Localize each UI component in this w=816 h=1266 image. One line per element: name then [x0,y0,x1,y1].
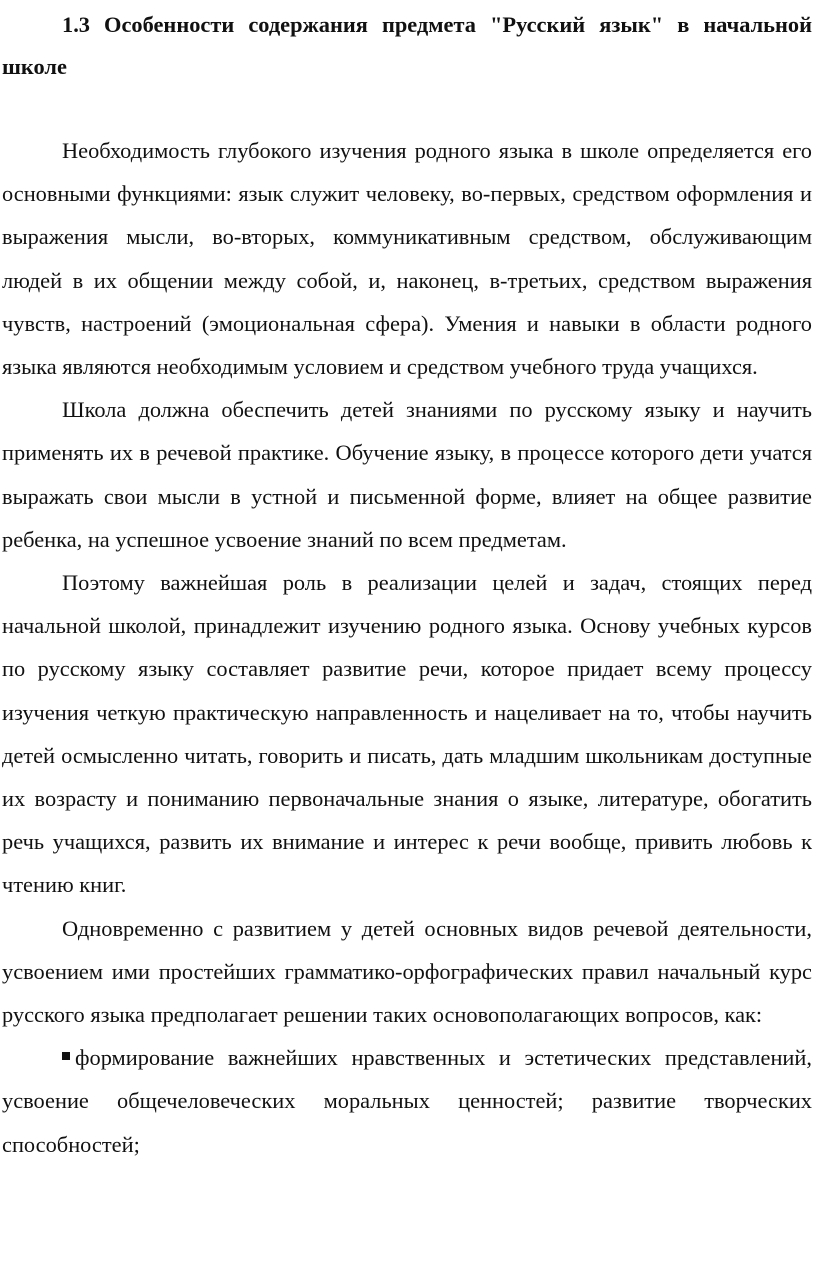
section-heading: 1.3 Особенности содержания предмета "Русский язык" в начальной школе [2,12,812,79]
paragraph: Школа должна обеспечить детей знаниями по русскому языку и научить применять их в речевой практике. Обучение языку, в процессе которого дети учатся выражать свои мысли в устной и письменной форме, влияет на общее развитие ребенка, на успешное усвоение знаний по всем предметам. [2,397,812,552]
paragraph: Поэтому важнейшая роль в реализации целей и задач, стоящих перед начальной школой, принадлежит изучению родного языка. Основу учебных курсов по русскому языку составляет развитие речи, которое придает всему процессу изучения четкую практическую направленность и нацеливает на то, чтобы научить детей осмысленно читать, говорить и писать, дать младшим школьникам доступные их возрасту и пониманию первоначальные знания о языке, литературе, обогатить речь учащихся, развить их внимание и интерес к речи вообще, привить любовь к чтению книг. [2,570,812,898]
bullet-text: формирование важнейших нравственных и эстетических представлений, усвоение общечеловеческих моральных ценностей; развитие творческих способностей; [2,1045,812,1157]
paragraph: Необходимость глубокого изучения родного языка в школе определяется его основными функциями: язык служит человеку, во-первых, средством оформления и выражения мысли, во-вторых, коммуникативным средством, обслуживающим людей в их общении между собой, и, наконец, в-третьих, средством выражения чувств, настроений (эмоциональная сфера). Умения и навыки в области родного языка являются необходимым условием и средством учебного труда учащихся. [2,138,812,380]
paragraph: Одновременно с развитием у детей основных видов речевой деятельности, усвоением ими простейших грамматико-орфографических правил начальный курс русского языка предполагает решении таких основополагающих вопросов, как: [2,915,812,1028]
bullet-list-item [2,1036,812,1166]
square-bullet-icon [62,1052,70,1060]
document-body [2,129,812,1166]
